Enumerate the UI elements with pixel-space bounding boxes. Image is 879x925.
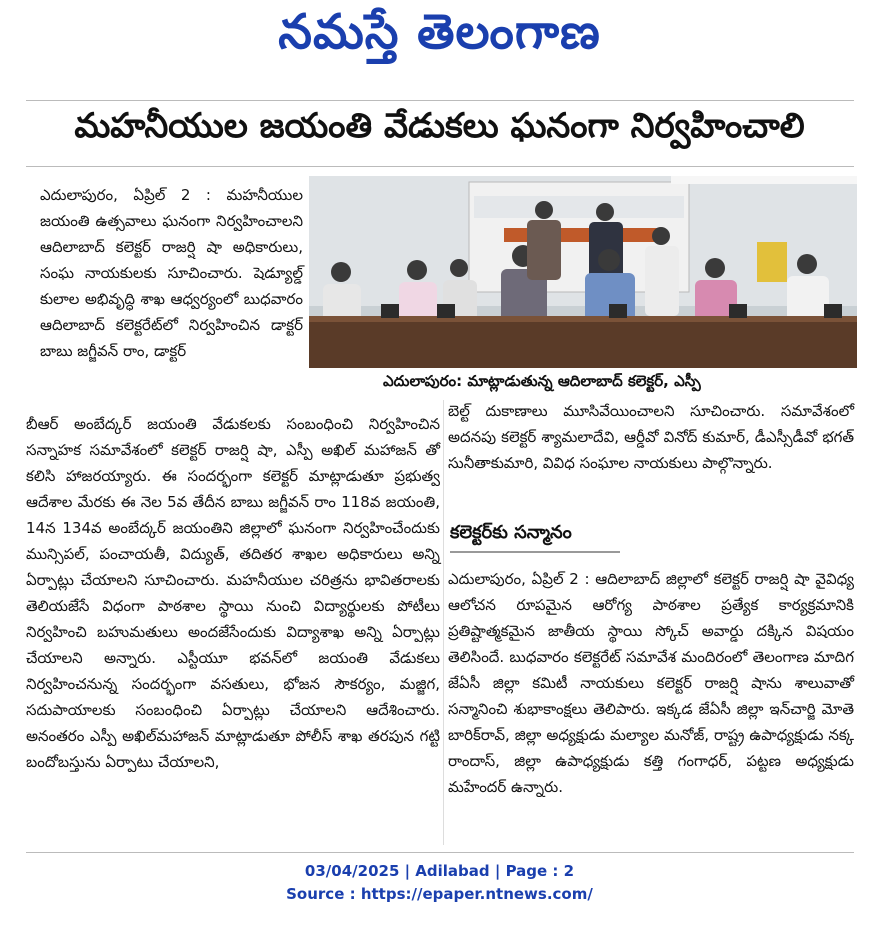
- headline: మహనీయుల జయంతి వేడుకలు ఘనంగా నిర్వహించాలి: [74, 106, 805, 146]
- photo-caption: ఎదులాపురం: మాట్లాడుతున్న ఆదిలాబాద్ కలెక్టర్, ఎస్పీ: [383, 372, 701, 390]
- news-photo: [309, 176, 857, 368]
- article-text-continued: బెల్ట్ దుకాణాలు మూసివేయించాలని సూచించారు. సమావేశంలో అదనపు కలెక్టర్ శ్యామలాదేవి, ఆర్డీవో వినోద్ కుమార్, డీఎస్సీడీవో భగత్ సునీతాకుమారి, వివిధ సంఘాల నాయకులు పాల్గొన్నారు.: [448, 402, 854, 472]
- second-article-text: ఎదులాపురం, ఏప్రిల్ 2 : ఆదిలాబాద్ జిల్లాలో కలెక్టర్ రాజర్షి షా వైవిధ్య ఆలోచన రూపమైన ఆరోగ్య పాఠశాల ప్రత్యేక కార్యక్రమానికి ప్రతిష్టాత్మకమైన జాతీయ స్థాయి స్కోచ్ అవార్డు దక్కిన విషయం తెలిసిందే. బుధవారం కలెక్టరేట్ సమావేశ మందిరంలో తెలంగాణ మాదిగ జేఏసీ జిల్లా కమిటీ నాయకులు కలెక్టర్ రాజర్షి షాను శాలువాతో సన్మానించి శుభాకాంక్షలు తెలిపారు. ఇక్కడ జేఏసీ జిల్లా ఇన్‌చార్జి మోతె బారిక్‌రావ్, జిల్లా అధ్యక్షుడు మల్యాల మనోజ్, రాష్ట్ర ఉపాధ్యక్షుడు నక్క రాందాస్, జిల్లా ఉపాధ్యక్షుడు కత్తి గంగాధర్, పట్టణ అధ్యక్షుడు మహేందర్ ఉన్నారు.: [448, 570, 854, 796]
- edition-info: 03/04/2025 | Adilabad | Page : 2: [304, 862, 575, 880]
- headline-divider: [26, 166, 854, 167]
- footer-divider: [26, 852, 854, 853]
- article-text-top: ఎదులాపురం, ఏప్రిల్ 2 : మహనీయుల జయంతి ఉత్సవాలు ఘనంగా నిర్వహించాలని ఆదిలాబాద్ కలెక్టర్ రాజర్షి షా అధికారులు, సంఘ నాయకులకు సూచించారు. షెడ్యూల్డ్ కులాల అభివృద్ధి శాఖ ఆధ్వర్యంలో బుధవారం ఆదిలాబాద్ కలెక్టరేట్‌లో నిర్వహించిన డాక్టర్ బాబు జగ్జీవన్ రాం, డాక్టర్: [40, 186, 303, 360]
- source-link[interactable]: Source : https://epaper.ntnews.com/: [286, 885, 593, 903]
- masthead-logo: నమస్తే తెలంగాణ: [278, 4, 601, 60]
- second-article-heading: కలెక్టర్‌కు సన్మానం: [450, 522, 620, 553]
- column-separator: [443, 400, 444, 845]
- article-text-main: బీఆర్ అంబేద్కర్ జయంతి వేడుకలకు సంబంధించి నిర్వహించిన సన్నాహక సమావేశంలో కలెక్టర్ రాజర్షి షా, ఎస్పీ అఖిల్ మహాజన్ తో కలిసి హాజరయ్యారు. ఈ సందర్భంగా కలెక్టర్ మాట్లాడుతూ ప్రభుత్వ ఆదేశాల మేరకు ఈ నెల 5వ తేదీన బాబు జగ్జీవన్ రాం 118వ జయంతి, 14న 134వ అంబేద్కర్ జయంతిని జిల్లాలో ఘనంగా నిర్వహించేందుకు మున్సిపల్, పంచాయతీ, విద్యుత్, తదితర శాఖల అధికారులు అన్ని ఏర్పాట్లు చేయాలని సూచించారు. మహనీయుల చరిత్రను భావితరాలకు తెలియజేసే విధంగా పాఠశాల స్థాయి నుంచి విద్యార్థులకు పోటీలు నిర్వహించి బహుమతులు అందజేసేందుకు విద్యాశాఖ అన్ని ఏర్పాట్లు చేయాలని అన్నారు. ఎస్టీయూ భవన్‌లో జయంతి వేడుకలు నిర్వహించనున్న సందర్భంగా వసతులు, భోజన సౌకర్యం, మజ్జిగ, సదుపాయాలకు సంబంధించి ఏర్పాట్లు చేయాలని ఆదేశించారు. అనంతరం ఎస్పీ అఖిల్‌మహాజన్ మాట్లాడుతూ పోలీస్ శాఖ తరపున గట్టి బందోబస్తును ఏర్పాటు చేయాలని,: [26, 415, 440, 771]
- masthead-divider: [26, 100, 854, 101]
